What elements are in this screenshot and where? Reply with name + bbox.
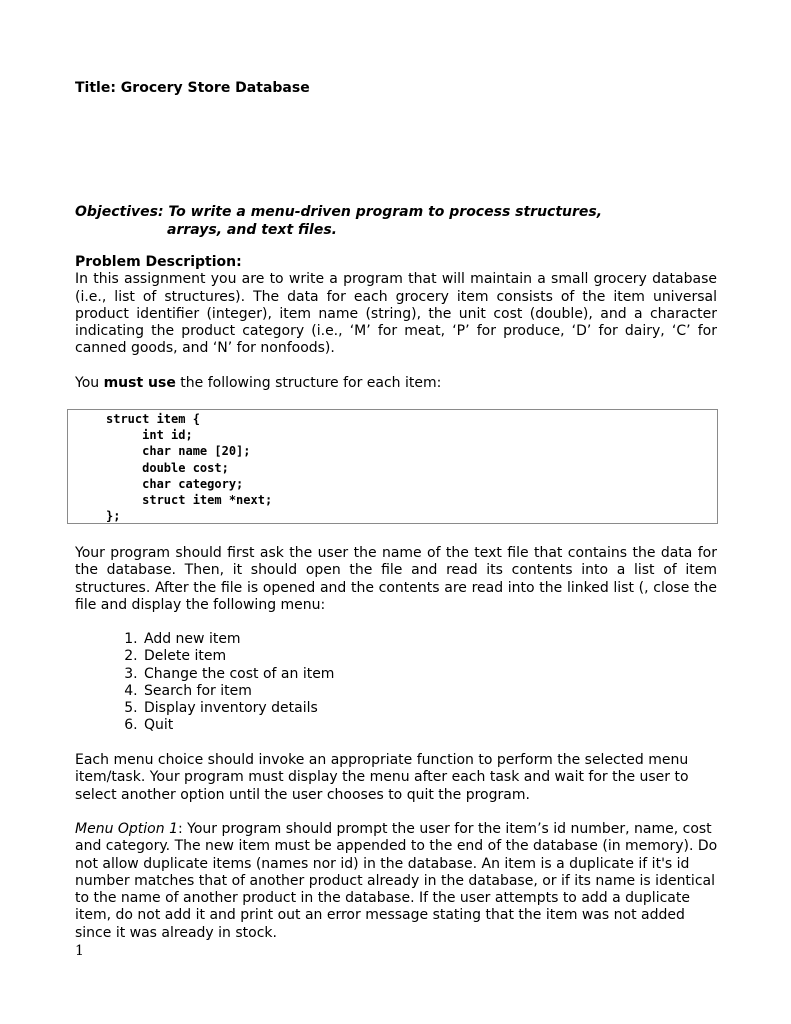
- menu-option-1-paragraph: [75, 821, 725, 942]
- page-number: 1: [75, 943, 84, 959]
- menu-option-1-label: Menu Option 1: [75, 821, 178, 837]
- struct-code: struct item { int id; char name [20]; double cost; char category; struct item *next; };: [106, 412, 273, 524]
- problem-text: In this assignment you are to write a program that will maintain a small grocery database (i.e., list of structures). The data for each grocery item consists of the item universal product identifier (integer), item name (string), the unit cost (double), and a character indicating the product category (i.e., ‘M’ for meat, ‘P’ for produce, ‘D’ for dairy, ‘C’ for canned goods, and ‘N’ for nonfoods).: [75, 271, 717, 357]
- must-use-line: [75, 375, 441, 392]
- objectives-line-2: arrays, and text files.: [167, 222, 337, 238]
- menu-item: 4. Search for item: [142, 683, 334, 700]
- code-box: [67, 409, 718, 524]
- menu-list: [73, 631, 334, 735]
- menu-item: 2. Delete item: [142, 648, 334, 665]
- menu-option-1-text: : Your program should prompt the user for the item’s id number, name, cost and category. The new item must be appended to the end of the database (in memory). Do not allow duplicate items (names nor id) in the database. An item is a duplicate if it's id number matches that of another product already in the database, or if its name is identical to the name of another product in the database. If the user attempts to add a duplicate item, do not add it and print out an error message stating that the item was not added since it was already in stock.: [75, 821, 718, 941]
- must-use-suffix: the following structure for each item:: [175, 375, 442, 391]
- program-description: Your program should first ask the user the name of the text file that contains the data for the database. Then, it should open the file and read its contents into a list of item structures. After the file is opened and the contents are read into the linked list (, close the file and display the following menu:: [75, 545, 717, 613]
- document-title: Title: Grocery Store Database: [75, 80, 310, 96]
- objectives-line-1: Objectives: To write a menu-driven program to process structures,: [75, 204, 603, 220]
- menu-choice-paragraph: Each menu choice should invoke an appropriate function to perform the selected menu item/task. Your program must display the menu after each task and wait for the user to select another option until the user chooses to quit the program.: [75, 752, 689, 803]
- menu-item: 6. Quit: [142, 717, 334, 734]
- objectives: [75, 203, 602, 239]
- menu-item: 3. Change the cost of an item: [142, 666, 334, 683]
- problem-heading: Problem Description:: [75, 254, 242, 270]
- must-use-bold: must use: [103, 375, 176, 391]
- problem-description: [75, 254, 717, 358]
- must-use-prefix: You: [75, 375, 104, 391]
- menu-list-container: [73, 631, 334, 735]
- menu-item: 5. Display inventory details: [142, 700, 334, 717]
- menu-item: 1. Add new item: [142, 631, 334, 648]
